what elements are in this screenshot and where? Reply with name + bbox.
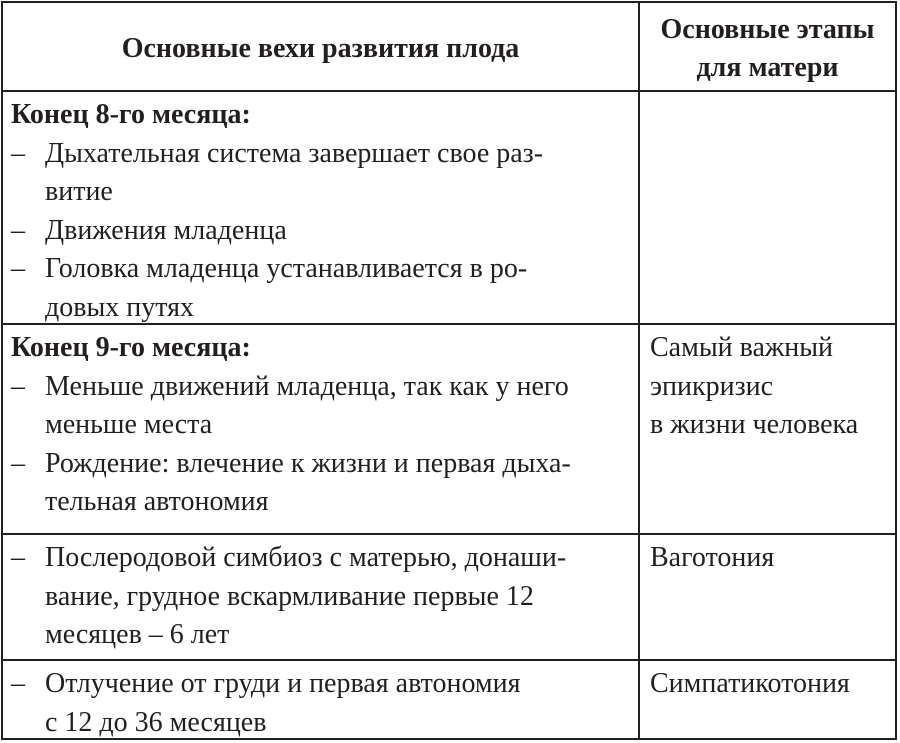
dash-bullet: – [11,447,25,479]
mother-line: в жизни человека [650,409,859,440]
cell-content [3,535,638,655]
item-line: тельная автономия [45,486,269,517]
development-table [1,1,897,740]
header-right-line2: для матери [696,52,839,83]
mother-line: Самый важный [650,332,834,363]
list-item [11,212,638,251]
list-item [11,250,638,327]
dash-bullet: – [11,370,25,402]
fetal-cell [3,325,640,533]
dash-bullet: – [11,668,25,699]
item-line: Послеродовой симбиоз с матерью, донаши- [45,542,567,573]
item-line: Меньше движений младенца, так как у него [45,370,569,402]
dash-bullet: – [11,542,25,573]
row-title: Конец 8-го месяца: [11,99,251,130]
item-line: Рождение: влечение к жизни и первая дыха- [45,447,571,479]
fetal-cell [3,92,640,323]
table-row-postnatal [3,535,895,661]
header-cell-fetal-milestones [3,3,640,90]
dash-bullet: – [11,253,25,284]
table-row-month-8 [3,92,895,325]
header-cell-mother-stages [640,3,895,90]
header-right-line1: Основные этапы [660,14,875,45]
mother-line: Ваготония [650,542,775,573]
item-line: Движения младенца [45,214,287,246]
item-line: с 12 до 36 месяцев [45,706,267,738]
dash-bullet: – [11,137,25,169]
item-line: довых путях [45,291,195,323]
cell-content [3,92,638,327]
mother-cell [640,535,895,659]
cell-content [3,325,638,522]
list-item [11,368,638,445]
item-line: Отлучение от груди и первая автономия [45,668,521,699]
table-header-row [3,3,895,92]
header-left-label: Основные вехи развития плода [121,33,520,64]
dash-bullet: – [11,214,25,246]
list-item [11,135,638,212]
item-line: вание, грудное вскармливание первые 12 [45,580,534,612]
mother-stage-text [640,535,895,578]
item-line: Дыхательная система завершает свое раз- [45,137,544,169]
mother-stage-text [640,325,895,445]
table-row-weaning [3,661,895,738]
fetal-cell [3,661,640,738]
table-row-month-9 [3,325,895,535]
list-item [11,445,638,522]
mother-line: Симпатикотония [650,668,850,699]
header-right-label [640,11,895,87]
mother-cell-empty [640,92,895,323]
item-line: меньше места [45,409,213,440]
list-item [11,665,638,742]
mother-stage-text [640,661,895,704]
item-line: Головка младенца устанавливается в ро- [45,253,528,284]
mother-cell [640,661,895,738]
mother-line: эпикризис [650,370,774,402]
row-title: Конец 9-го месяца: [11,332,251,363]
mother-cell [640,325,895,533]
fetal-cell [3,535,640,659]
item-line: витие [45,176,113,207]
cell-content [3,661,638,742]
item-line: месяцев – 6 лет [45,619,230,650]
list-item [11,539,638,655]
